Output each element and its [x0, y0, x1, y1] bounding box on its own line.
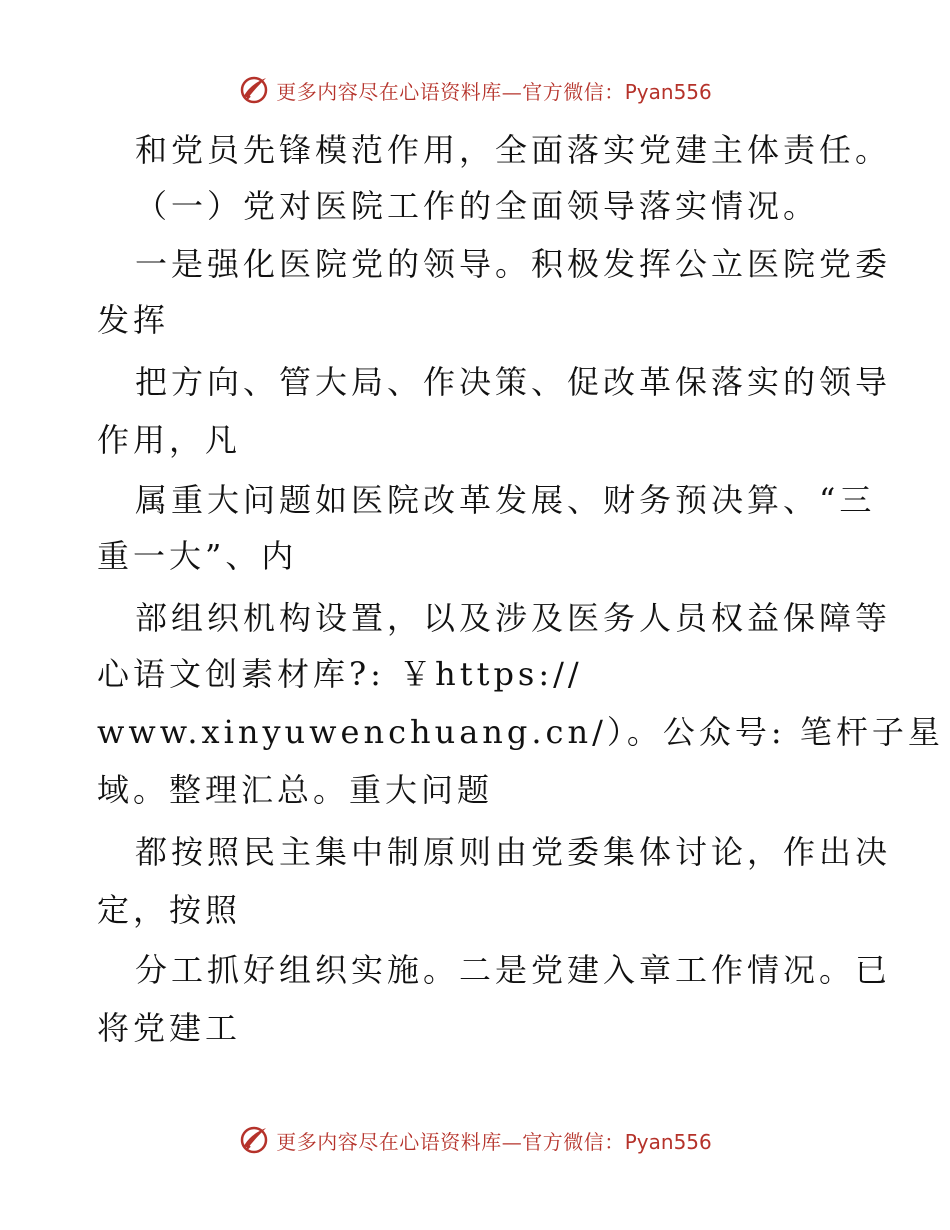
watermark-brand: Pyan556 [624, 1129, 712, 1154]
header-watermark [0, 70, 950, 110]
body-line: 分工抓好组织实施。二是党建入章工作情况。已 [135, 951, 892, 989]
body-line: 属重大问题如医院改革发展、财务预决算、“三 [135, 481, 876, 519]
body-line: 把方向、管大局、作决策、促改革保落实的领导 [135, 363, 892, 401]
watermark-brand: Pyan556 [624, 79, 712, 104]
quill-logo-icon [238, 1124, 270, 1156]
watermark-group [238, 1124, 712, 1156]
body-line: 域。整理汇总。重大问题 [97, 771, 494, 809]
watermark-prefix: 更多内容尽在心语资料库—官方微信： [276, 79, 625, 104]
body-line: 重一大”、内 [97, 537, 298, 575]
body-line: 和党员先锋模范作用，全面落实党建主体责任。 [135, 131, 892, 169]
body-line: 一是强化医院党的领导。积极发挥公立医院党委 [135, 245, 892, 283]
body-line: 将党建工 [97, 1009, 242, 1047]
body-line: 部组织机构设置，以及涉及医务人员权益保障等 [135, 599, 892, 637]
body-line: www.xinyuwenchuang.cn/）。公众号: 笔杆子星 [97, 713, 944, 751]
watermark-text [276, 1126, 712, 1155]
watermark-group [238, 74, 712, 106]
body-line: 发挥 [97, 301, 170, 339]
body-line: 都按照民主集中制原则由党委集体讨论，作出决 [135, 833, 892, 871]
body-line: （一）党对医院工作的全面领导落实情况。 [135, 187, 820, 225]
quill-logo-icon [238, 74, 270, 106]
body-line: 定，按照 [97, 891, 242, 929]
body-line: 心语文创素材库?: ￥https:// [97, 655, 583, 693]
body-line: 作用，凡 [97, 421, 242, 459]
footer-watermark [0, 1120, 950, 1160]
watermark-text [276, 76, 712, 105]
watermark-prefix: 更多内容尽在心语资料库—官方微信： [276, 1129, 625, 1154]
